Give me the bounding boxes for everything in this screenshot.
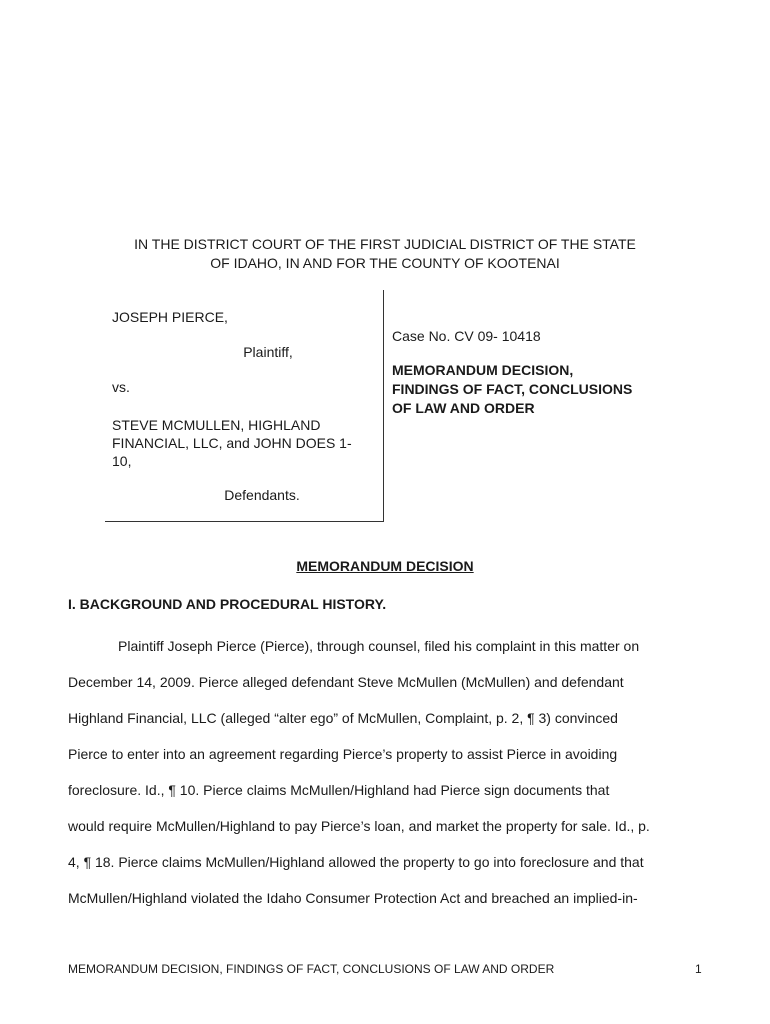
body-line: would require McMullen/Highland to pay Pierce’s loan, and market the property for sale. Id., p. bbox=[68, 818, 650, 834]
document-type bbox=[392, 361, 672, 418]
defendants-line-3: 10, bbox=[112, 453, 132, 469]
document-type-line-2: FINDINGS OF FACT, CONCLUSIONS bbox=[392, 381, 633, 397]
court-heading-line-1: IN THE DISTRICT COURT OF THE FIRST JUDICIAL DISTRICT OF THE STATE bbox=[134, 236, 636, 252]
body-line: McMullen/Highland violated the Idaho Consumer Protection Act and breached an implied-in- bbox=[68, 890, 638, 906]
body-line: 4, ¶ 18. Pierce claims McMullen/Highland allowed the property to go into foreclosure and that bbox=[68, 854, 644, 870]
body-line: Highland Financial, LLC (alleged “alter ego” of McMullen, Complaint, p. 2, ¶ 3) convinced bbox=[68, 710, 618, 726]
body-paragraph bbox=[68, 628, 708, 916]
document-type-line-1: MEMORANDUM DECISION, bbox=[392, 362, 574, 378]
body-line: December 14, 2009. Pierce alleged defendant Steve McMullen (McMullen) and defendant bbox=[68, 674, 624, 690]
defendants-line-2: FINANCIAL, LLC, and JOHN DOES 1- bbox=[112, 435, 352, 451]
case-number: Case No. CV 09- 10418 bbox=[392, 328, 541, 344]
document-title: MEMORANDUM DECISION bbox=[296, 558, 474, 574]
defendants-line-1: STEVE MCMULLEN, HIGHLAND bbox=[112, 417, 321, 433]
court-heading-line-2: OF IDAHO, IN AND FOR THE COUNTY OF KOOTENAI bbox=[210, 255, 560, 271]
defendant-role: Defendants. bbox=[224, 487, 300, 503]
court-heading bbox=[90, 235, 680, 273]
body-line: foreclosure. Id., ¶ 10. Pierce claims McMullen/Highland had Pierce sign documents that bbox=[68, 782, 610, 798]
section-heading: I. BACKGROUND AND PROCEDURAL HISTORY. bbox=[68, 596, 387, 612]
document-type-line-3: OF LAW AND ORDER bbox=[392, 400, 535, 416]
caption-divider-horizontal bbox=[105, 521, 384, 522]
versus-label: vs. bbox=[112, 379, 130, 395]
caption-divider-vertical bbox=[383, 290, 384, 522]
footer-title: MEMORANDUM DECISION, FINDINGS OF FACT, CONCLUSIONS OF LAW AND ORDER bbox=[68, 962, 555, 976]
body-line: Plaintiff Joseph Pierce (Pierce), through counsel, filed his complaint in this matter on bbox=[118, 638, 640, 654]
plaintiff-role: Plaintiff, bbox=[243, 344, 293, 360]
plaintiff-name: JOSEPH PIERCE, bbox=[112, 309, 228, 325]
body-line: Pierce to enter into an agreement regarding Pierce’s property to assist Pierce in avoiding bbox=[68, 746, 618, 762]
page-number: 1 bbox=[695, 962, 702, 976]
defendants-names bbox=[112, 416, 374, 470]
